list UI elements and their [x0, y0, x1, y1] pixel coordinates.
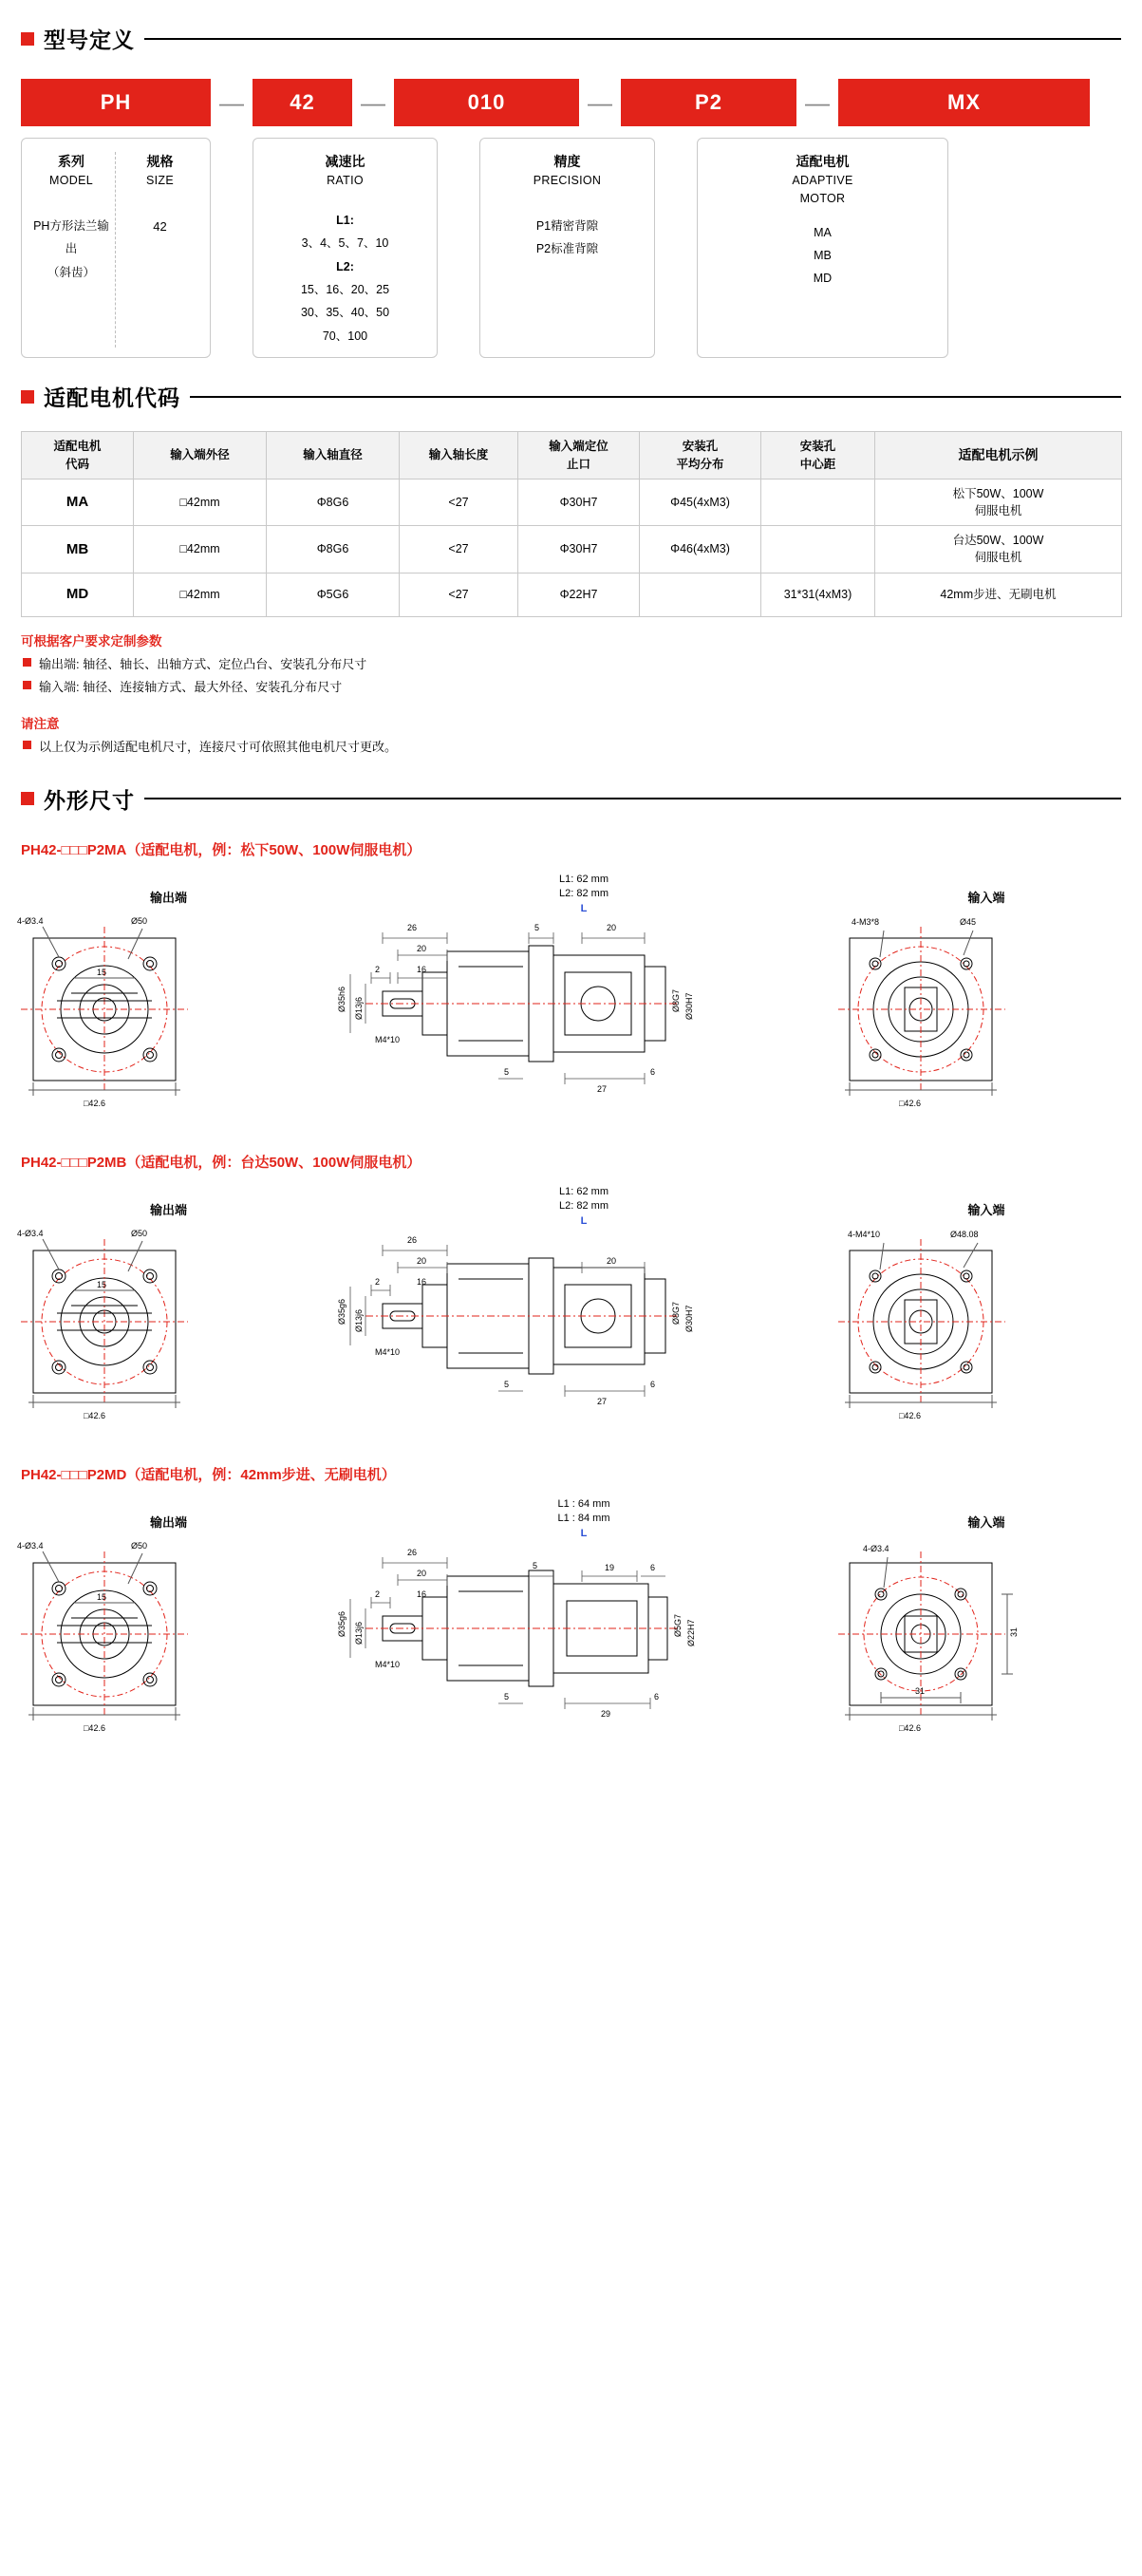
ratio-l2-values-1: 15、16、20、25: [300, 282, 390, 296]
series-label-cn: 系列: [58, 154, 84, 169]
md-d5b: 5: [504, 1692, 510, 1702]
model-code-precision: P2: [621, 79, 796, 126]
motor-code-table-wrap: [21, 431, 1121, 617]
md-output-caption: 输出端: [149, 1514, 187, 1530]
mb-left-inner-label: 15: [97, 1279, 107, 1289]
mb-left-circle-label: Ø50: [131, 1228, 148, 1238]
series-body-line2: （斜齿）: [47, 265, 95, 279]
model-code-series: PH: [21, 79, 211, 126]
dash-4: —: [805, 87, 830, 117]
mb-dshaft: Ø35g6: [337, 1299, 346, 1326]
mb-d16: 16: [417, 1277, 427, 1288]
ma-output-caption: 输出端: [149, 890, 187, 905]
cell-shaft-dia: Φ8G6: [267, 526, 400, 573]
model-code-row: [21, 79, 1121, 126]
md-d20b: 19: [605, 1563, 615, 1573]
mb-l2: L2: 82 mm: [559, 1200, 608, 1213]
model-definition-block: [21, 79, 1121, 358]
ma-d26: 26: [407, 923, 418, 933]
notes-block: [21, 630, 1121, 755]
th-input-outer-dia: 输入端外径: [134, 432, 267, 479]
mb-left-hole-label: 4-Ø3.4: [17, 1228, 44, 1238]
ma-d5: 5: [534, 923, 540, 933]
mb-l1: L1: 62 mm: [559, 1185, 608, 1197]
md-left-inner-label: 15: [97, 1591, 107, 1602]
ma-d6: 6: [650, 1067, 656, 1078]
md-input-drawing: [831, 1534, 1142, 1748]
cell-shaft-len: <27: [400, 479, 518, 526]
md-d5: 5: [533, 1561, 538, 1571]
th-motor-code: 适配电机 代码: [22, 432, 134, 479]
md-dkey: Ø13j6: [354, 1622, 364, 1645]
mb-right-hole-label: 4-M4*10: [848, 1229, 881, 1239]
model-code-size: 42: [253, 79, 352, 126]
cell-pitch: [761, 479, 875, 526]
cell-shaft-dia: Φ5G6: [267, 573, 400, 616]
ma-right-hole-label: 4-M3*8: [852, 916, 880, 927]
md-input-flange: [831, 1492, 1142, 1748]
dim-block-mb: [0, 1179, 1142, 1436]
dash-3: —: [588, 87, 612, 117]
mb-thread: M4*10: [375, 1347, 401, 1358]
custom-params-line-2: 输入端: 轴径、连接轴方式、最大外径、安装孔分布尺寸: [23, 677, 1121, 695]
ma-side-view: [337, 867, 831, 1113]
model-box-ratio: [253, 138, 438, 358]
dash-2: —: [361, 87, 385, 117]
attention-title: 请注意: [21, 716, 60, 731]
mb-output-flange: [0, 1179, 337, 1436]
ratio-l2-values-3: 70、100: [322, 329, 368, 343]
mb-d20b: 20: [607, 1256, 617, 1267]
precision-label-en: PRECISION: [533, 174, 602, 187]
mb-input-drawing: [831, 1222, 1142, 1436]
md-dr2: Ø22H7: [686, 1619, 696, 1647]
mb-d6: 6: [650, 1380, 656, 1390]
cell-spigot: Φ30H7: [518, 479, 640, 526]
md-dr1: Ø5G7: [673, 1614, 683, 1638]
ma-d20b: 20: [607, 923, 617, 933]
motor-line2: MB: [814, 248, 832, 262]
cell-holes: Φ46(4xM3): [640, 526, 761, 573]
ma-l1: L1: 62 mm: [559, 873, 608, 885]
ma-dshaft: Ø35h6: [337, 987, 346, 1013]
cell-shaft-dia: Φ8G6: [267, 479, 400, 526]
model-description-boxes: [21, 138, 1121, 358]
ma-input-drawing: [831, 910, 1142, 1123]
md-left-square-label: □42.6: [84, 1722, 105, 1733]
ratio-l1-values: 3、4、5、7、10: [301, 236, 389, 251]
series-label-en: MODEL: [49, 174, 93, 187]
cell-spigot: Φ22H7: [518, 573, 640, 616]
cell-holes: [640, 573, 761, 616]
ma-input-flange: [831, 867, 1142, 1123]
datasheet-page: [0, 23, 1142, 1786]
md-output-drawing: [0, 1534, 337, 1748]
precision-label-cn: 精度: [553, 154, 581, 169]
custom-params-title: 可根据客户要求定制参数: [21, 633, 162, 649]
ma-input-caption: 输入端: [967, 890, 1005, 905]
ma-d16: 16: [417, 965, 427, 975]
precision-line1: P1精密背隙: [535, 218, 599, 233]
md-d2: 2: [375, 1589, 381, 1600]
motor-label-en: ADAPTIVE: [792, 174, 853, 187]
th-motor-example: 适配电机示例: [875, 432, 1122, 479]
cell-pitch: 31*31(4xM3): [761, 573, 875, 616]
mb-dkey: Ø13j6: [354, 1309, 364, 1333]
heading-rule: [144, 798, 1121, 799]
mb-left-square-label: □42.6: [84, 1410, 105, 1420]
dim-title-md: PH42-□□□P2MD（适配电机，例：42mm步进、无刷电机）: [21, 1466, 396, 1483]
md-right-hole-label: 4-Ø3.4: [863, 1543, 889, 1553]
model-box-adaptive-motor: [697, 138, 948, 358]
md-l1: L1 : 64 mm: [557, 1497, 610, 1510]
red-bullet-icon: [23, 681, 31, 689]
th-mount-holes: 安装孔 平均分布: [640, 432, 761, 479]
model-code-motor: MX: [838, 79, 1090, 126]
model-box-size: [116, 152, 204, 348]
md-d16: 16: [417, 1589, 427, 1600]
md-input-caption: 输入端: [967, 1514, 1005, 1530]
th-input-shaft-dia: 输入轴直径: [267, 432, 400, 479]
motor-label-cn: 适配电机: [796, 154, 850, 169]
red-square-icon: [21, 32, 34, 46]
size-label-en: SIZE: [146, 174, 174, 187]
cell-spigot: Φ30H7: [518, 526, 640, 573]
cell-pitch: [761, 526, 875, 573]
motor-body: [703, 221, 942, 291]
md-d6: 6: [654, 1692, 660, 1702]
mb-d2: 2: [375, 1277, 381, 1288]
section-title: 型号定义: [44, 28, 135, 52]
ma-d2: 2: [375, 965, 381, 975]
section-heading-dimensions: [21, 783, 1142, 815]
red-square-icon: [21, 792, 34, 805]
ma-dr1: Ø8G7: [671, 989, 681, 1013]
table-row: [22, 526, 1122, 573]
red-bullet-icon: [23, 658, 31, 667]
ratio-l2-values-2: 30、35、40、50: [300, 306, 390, 320]
ma-l2: L2: 82 mm: [559, 888, 608, 900]
th-mount-pitch: 安装孔 中心距: [761, 432, 875, 479]
cell-example: 台达50W、100W 伺服电机: [875, 526, 1122, 573]
cell-holes: Φ45(4xM3): [640, 479, 761, 526]
md-left-hole-label: 4-Ø3.4: [17, 1540, 44, 1551]
cell-code: MA: [22, 479, 134, 526]
dim-block-md: [0, 1492, 1142, 1748]
mb-d26: 26: [407, 1235, 418, 1246]
ma-d27: 27: [597, 1084, 608, 1095]
md-l-symbol: L: [580, 1528, 588, 1540]
ma-left-square-label: □42.6: [84, 1098, 105, 1108]
cell-shaft-len: <27: [400, 526, 518, 573]
ma-left-inner-label: 15: [97, 967, 107, 977]
motor-line1: MA: [814, 225, 832, 239]
ratio-l1-label: L1:: [336, 213, 354, 227]
md-dshaft: Ø35g6: [337, 1611, 346, 1638]
ma-l-symbol: L: [580, 903, 588, 915]
section-title: 外形尺寸: [44, 787, 135, 813]
md-side-view: [337, 1492, 831, 1738]
th-input-shaft-len: 输入轴长度: [400, 432, 518, 479]
cell-example: 42mm步进、无刷电机: [875, 573, 1122, 616]
red-square-icon: [21, 390, 34, 404]
md-d6a: 6: [650, 1563, 656, 1573]
ma-dkey: Ø13j6: [354, 997, 364, 1021]
md-l2: L1 : 84 mm: [557, 1513, 610, 1525]
ma-left-hole-label: 4-Ø3.4: [17, 915, 44, 926]
ma-d5b: 5: [504, 1067, 510, 1078]
ma-d20: 20: [417, 944, 427, 954]
heading-rule: [144, 38, 1121, 40]
mb-d20: 20: [417, 1256, 427, 1267]
table-header-row: [22, 432, 1122, 479]
model-code-ratio: 010: [394, 79, 579, 126]
cell-example: 松下50W、100W 伺服电机: [875, 479, 1122, 526]
cell-outer: □42mm: [134, 526, 267, 573]
md-right-pitch-v: 31: [1009, 1626, 1019, 1637]
cell-outer: □42mm: [134, 479, 267, 526]
model-box-series: [28, 152, 116, 348]
ma-output-drawing: [0, 910, 337, 1123]
mb-output-drawing: [0, 1222, 337, 1436]
dim-block-ma: [0, 867, 1142, 1123]
ma-left-circle-label: Ø50: [131, 915, 148, 926]
ma-side-drawing: [337, 917, 831, 1112]
mb-input-caption: 输入端: [967, 1202, 1005, 1217]
md-left-circle-label: Ø50: [131, 1540, 148, 1551]
dash-1: —: [219, 87, 244, 117]
ratio-label-en: RATIO: [327, 174, 364, 187]
section-heading-motor-code: [21, 381, 1142, 412]
th-input-spigot: 输入端定位 止口: [518, 432, 640, 479]
ratio-l2-label: L2:: [336, 259, 354, 273]
mb-side-drawing: [337, 1230, 831, 1424]
md-thread: M4*10: [375, 1660, 401, 1670]
mb-output-caption: 输出端: [149, 1202, 187, 1217]
custom-params-line-1: 输出端: 轴径、轴长、出轴方式、定位凸台、安装孔分布尺寸: [23, 654, 1121, 672]
mb-dr2: Ø30H7: [684, 1305, 694, 1333]
mb-input-flange: [831, 1179, 1142, 1436]
mb-d27: 27: [597, 1397, 608, 1407]
mb-right-square-label: □42.6: [899, 1410, 921, 1420]
cell-code: MD: [22, 573, 134, 616]
ratio-body: [259, 209, 431, 348]
series-body-line1: PH方形法兰输出: [33, 218, 109, 256]
md-d27: 29: [601, 1709, 611, 1720]
mb-right-circle-label: Ø48.08: [950, 1229, 979, 1239]
md-d20: 20: [417, 1569, 427, 1579]
motor-code-table: [21, 431, 1122, 617]
cell-code: MB: [22, 526, 134, 573]
precision-line2: P2标准背隙: [535, 242, 599, 256]
motor-line3: MD: [813, 272, 833, 286]
table-row: [22, 573, 1122, 616]
heading-rule: [190, 396, 1121, 398]
table-row: [22, 479, 1122, 526]
section-title: 适配电机代码: [44, 385, 180, 410]
ratio-label-cn: 减速比: [325, 154, 365, 169]
mb-d5b: 5: [504, 1380, 510, 1390]
dim-title-ma: PH42-□□□P2MA（适配电机，例：松下50W、100W伺服电机）: [21, 841, 421, 858]
dim-title-mb: PH42-□□□P2MB（适配电机，例：台达50W、100W伺服电机）: [21, 1154, 421, 1171]
cell-outer: □42mm: [134, 573, 267, 616]
motor-label-en2: MOTOR: [799, 191, 846, 205]
section-heading-model-definition: [21, 23, 1142, 54]
md-side-drawing: [337, 1542, 831, 1737]
model-box-series-size: [21, 138, 211, 358]
md-output-flange: [0, 1492, 337, 1748]
ma-right-circle-label: Ø45: [960, 916, 977, 927]
red-bullet-icon: [23, 741, 31, 749]
md-right-pitch-h: 31: [915, 1685, 926, 1696]
size-value: 42: [153, 218, 167, 234]
model-box-precision: [479, 138, 655, 358]
attention-line-1: 以上仅为示例适配电机尺寸，连接尺寸可依照其他电机尺寸更改。: [23, 737, 1121, 755]
ma-right-square-label: □42.6: [899, 1098, 921, 1108]
ma-dr2: Ø30H7: [684, 992, 694, 1021]
series-body: [28, 215, 115, 284]
mb-l-symbol: L: [580, 1215, 588, 1228]
cell-shaft-len: <27: [400, 573, 518, 616]
precision-body: [486, 215, 648, 261]
md-right-square-label: □42.6: [899, 1722, 921, 1733]
mb-dr1: Ø8G7: [671, 1302, 681, 1326]
ma-thread: M4*10: [375, 1035, 401, 1045]
mb-side-view: [337, 1179, 831, 1425]
size-label-cn: 规格: [146, 154, 174, 169]
ma-output-flange: [0, 867, 337, 1123]
md-d26: 26: [407, 1548, 418, 1558]
